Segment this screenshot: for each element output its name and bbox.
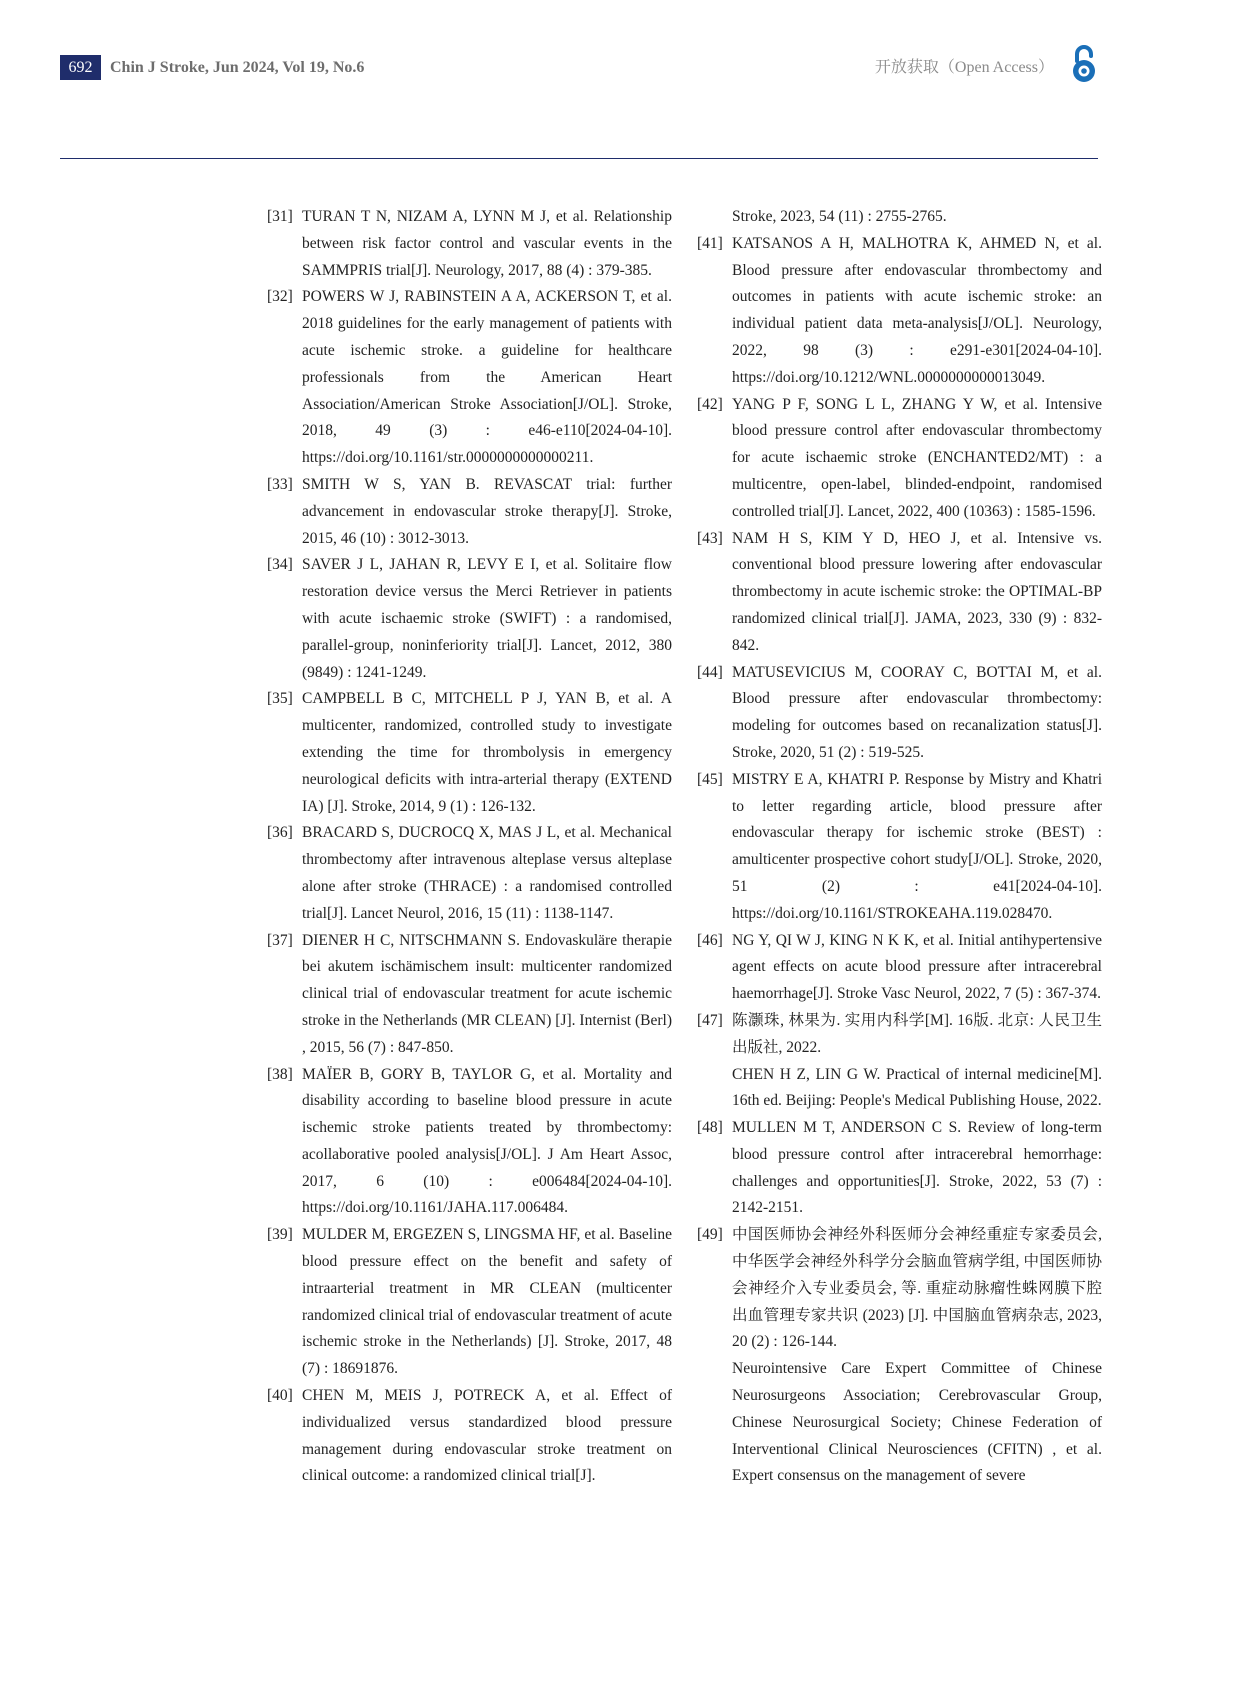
- reference-text: NAM H S, KIM Y D, HEO J, et al. Intensive vs. conventional blood pressure lowering after endovascular thrombectomy in acute ischemic stroke: the OPTIMAL-BP randomized clinical trial[J]. JAMA, 2023, 330 (9) : 832-842.: [732, 529, 1102, 654]
- reference-number: [41]: [697, 234, 723, 252]
- reference-entry: [697, 526, 1102, 660]
- reference-entry: [697, 204, 1102, 231]
- reference-number: [33]: [267, 475, 293, 493]
- reference-entry: [267, 928, 672, 1062]
- reference-entry: [267, 204, 672, 284]
- reference-text: 陈灏珠, 林果为. 实用内科学[M]. 16版. 北京: 人民卫生出版社, 2022.: [732, 1011, 1102, 1056]
- reference-number: [44]: [697, 663, 723, 681]
- reference-number: [38]: [267, 1065, 293, 1083]
- reference-text: MULDER M, ERGEZEN S, LINGSMA HF, et al. Baseline blood pressure effect on the benefit and safety of intraarterial treatment in MR CLEAN (multicenter randomized clinical trial of endovascular treatment of acute ischemic stroke in the Netherlands) [J]. Stroke, 2017, 48 (7) : 18691876.: [302, 1226, 672, 1378]
- reference-number: [45]: [697, 770, 723, 788]
- reference-number: [43]: [697, 529, 723, 547]
- reference-entry: [697, 1115, 1102, 1222]
- references-right-column: [697, 204, 1102, 1490]
- reference-number: [35]: [267, 690, 293, 708]
- reference-text: MAÏER B, GORY B, TAYLOR G, et al. Mortality and disability according to baseline blood pressure in acute ischemic stroke patients treated by thrombectomy: acollaborative pooled analysis[J/OL]. J Am Heart Assoc, 2017, 6 (10) : e006484[2024-04-10]. https://doi.org/10.1161/JAHA.117.006484.: [302, 1065, 672, 1217]
- reference-number: [39]: [267, 1226, 293, 1244]
- reference-entry: [697, 1356, 1102, 1490]
- reference-entry: [697, 660, 1102, 767]
- reference-text: SAVER J L, JAHAN R, LEVY E I, et al. Solitaire flow restoration device versus the Merci Retriever in patients with acute ischaemic stroke (SWIFT) : a randomised, parallel-group, noninferiority trial[J]. Lancet, 2012, 380 (9849) : 1241-1249.: [302, 556, 672, 681]
- reference-number: [40]: [267, 1387, 293, 1405]
- reference-entry: [267, 820, 672, 927]
- reference-entry: [697, 767, 1102, 928]
- reference-text: MATUSEVICIUS M, COORAY C, BOTTAI M, et al. Blood pressure after endovascular thrombectomy: modeling for outcomes based on recanalization status[J]. Stroke, 2020, 51 (2) : 519-525.: [732, 663, 1102, 761]
- reference-text: POWERS W J, RABINSTEIN A A, ACKERSON T, et al. 2018 guidelines for the early management of patients with acute ischemic stroke. a guideline for healthcare professionals from the American Heart Association/American Stroke Association[J/OL]. Stroke, 2018, 49 (3) : e46-e110[2024-04-10]. https://doi.org/10.1161/str.0000000000000211.: [302, 288, 672, 467]
- reference-text: KATSANOS A H, MALHOTRA K, AHMED N, et al. Blood pressure after endovascular thrombectomy and outcomes in patients with acute ischemic stroke: an individual patient data meta-analysis[J/OL]. Neurology, 2022, 98 (3) : e291-e301[2024-04-10]. https://doi.org/10.1212/WNL.0000000000013049.: [732, 234, 1102, 386]
- reference-number: [49]: [697, 1226, 723, 1244]
- reference-number: [34]: [267, 556, 293, 574]
- reference-entry: [697, 1062, 1102, 1116]
- reference-text: CHEN H Z, LIN G W. Practical of internal medicine[M]. 16th ed. Beijing: People's Medical Publishing House, 2022.: [732, 1065, 1102, 1110]
- header-rule: [60, 158, 1098, 159]
- reference-entry: [697, 928, 1102, 1008]
- open-access-label: 开放获取（Open Access）: [874, 59, 1054, 76]
- reference-number: [48]: [697, 1119, 723, 1137]
- reference-text: NG Y, QI W J, KING N K K, et al. Initial antihypertensive agent effects on acute blood pressure after intracerebral haemorrhage[J]. Stroke Vasc Neurol, 2022, 7 (5) : 367-374.: [732, 931, 1102, 1003]
- reference-number: [36]: [267, 824, 293, 842]
- reference-number: [46]: [697, 931, 723, 949]
- open-access-lock-icon: [1068, 44, 1100, 84]
- references-left-column: [267, 204, 672, 1490]
- reference-entry: [267, 1383, 672, 1490]
- reference-number: [47]: [697, 1011, 723, 1029]
- reference-text: TURAN T N, NIZAM A, LYNN M J, et al. Relationship between risk factor control and vascular events in the SAMMPRIS trial[J]. Neurology, 2017, 88 (4) : 379-385.: [302, 208, 672, 279]
- journal-citation: Chin J Stroke, Jun 2024, Vol 19, No.6: [110, 59, 365, 76]
- reference-entry: [697, 392, 1102, 526]
- reference-text: MISTRY E A, KHATRI P. Response by Mistry and Khatri to letter regarding article, blood pressure after endovascular therapy for ischemic stroke (BEST) : amulticenter prospective cohort study[J/OL]. Stroke, 2020, 51 (2) : e41[2024-04-10]. https://doi.org/10.1161/STROKEAHA.119.028470.: [732, 770, 1102, 922]
- reference-entry: [267, 686, 672, 820]
- reference-entry: [267, 552, 672, 686]
- reference-entry: [267, 284, 672, 472]
- reference-entry: [697, 231, 1102, 392]
- reference-number: [31]: [267, 208, 293, 225]
- reference-text: Neurointensive Care Expert Committee of Chinese Neurosurgeons Association; Cerebrovascular Group, Chinese Neurosurgical Society; Chinese Federation of Interventional Clinical Neurosciences (CFITN) , et al. Expert consensus on the management of severe: [732, 1360, 1102, 1485]
- reference-entry: [267, 1222, 672, 1383]
- reference-text: MULLEN M T, ANDERSON C S. Review of long-term blood pressure control after intracerebral hemorrhage: challenges and opportunities[J]. Stroke, 2022, 53 (7) : 2142-2151.: [732, 1119, 1102, 1217]
- reference-entry: [267, 472, 672, 552]
- reference-text: SMITH W S, YAN B. REVASCAT trial: further advancement in endovascular stroke therapy[J]. Stroke, 2015, 46 (10) : 3012-3013.: [302, 475, 672, 547]
- reference-number: [32]: [267, 288, 293, 306]
- reference-text: CHEN M, MEIS J, POTRECK A, et al. Effect of individualized versus standardized blood pressure management during endovascular stroke treatment on clinical outcome: a randomized clinical trial[J].: [302, 1387, 672, 1485]
- page-number: 692: [60, 55, 101, 80]
- reference-entry: [697, 1008, 1102, 1062]
- reference-entry: [697, 1222, 1102, 1356]
- reference-text: YANG P F, SONG L L, ZHANG Y W, et al. Intensive blood pressure control after endovascular thrombectomy for acute ischaemic stroke (ENCHANTED2/MT) : a multicentre, open-label, blinded-endpoint, randomised controlled trial[J]. Lancet, 2022, 400 (10363) : 1585-1596.: [732, 395, 1102, 520]
- reference-number: [42]: [697, 395, 723, 413]
- reference-text: BRACARD S, DUCROCQ X, MAS J L, et al. Mechanical thrombectomy after intravenous alteplase versus alteplase alone after stroke (THRACE) : a randomised controlled trial[J]. Lancet Neurol, 2016, 15 (11) : 1138-1147.: [302, 824, 672, 922]
- page-header: [60, 52, 1100, 88]
- reference-text: Stroke, 2023, 54 (11) : 2755-2765.: [732, 208, 947, 225]
- reference-text: CAMPBELL B C, MITCHELL P J, YAN B, et al. A multicenter, randomized, controlled study to investigate extending the time for thrombolysis in emergency neurological deficits with intra-arterial therapy (EXTEND IA) [J]. Stroke, 2014, 9 (1) : 126-132.: [302, 690, 672, 815]
- reference-text: 中国医师协会神经外科医师分会神经重症专家委员会, 中华医学会神经外科学分会脑血管病学组, 中国医师协会神经介入专业委员会, 等. 重症动脉瘤性蛛网膜下腔出血管理专家共识 (2023) [J]. 中国脑血管病杂志, 2023, 20 (2) : 126-144.: [732, 1226, 1102, 1351]
- reference-entry: [267, 1062, 672, 1223]
- reference-text: DIENER H C, NITSCHMANN S. Endovaskuläre therapie bei akutem ischämischem insult: multicenter randomized clinical trial of endovascular treatment for acute ischemic stroke in the Netherlands (MR CLEAN) [J]. Internist (Berl) , 2015, 56 (7) : 847-850.: [302, 931, 672, 1056]
- reference-number: [37]: [267, 931, 293, 949]
